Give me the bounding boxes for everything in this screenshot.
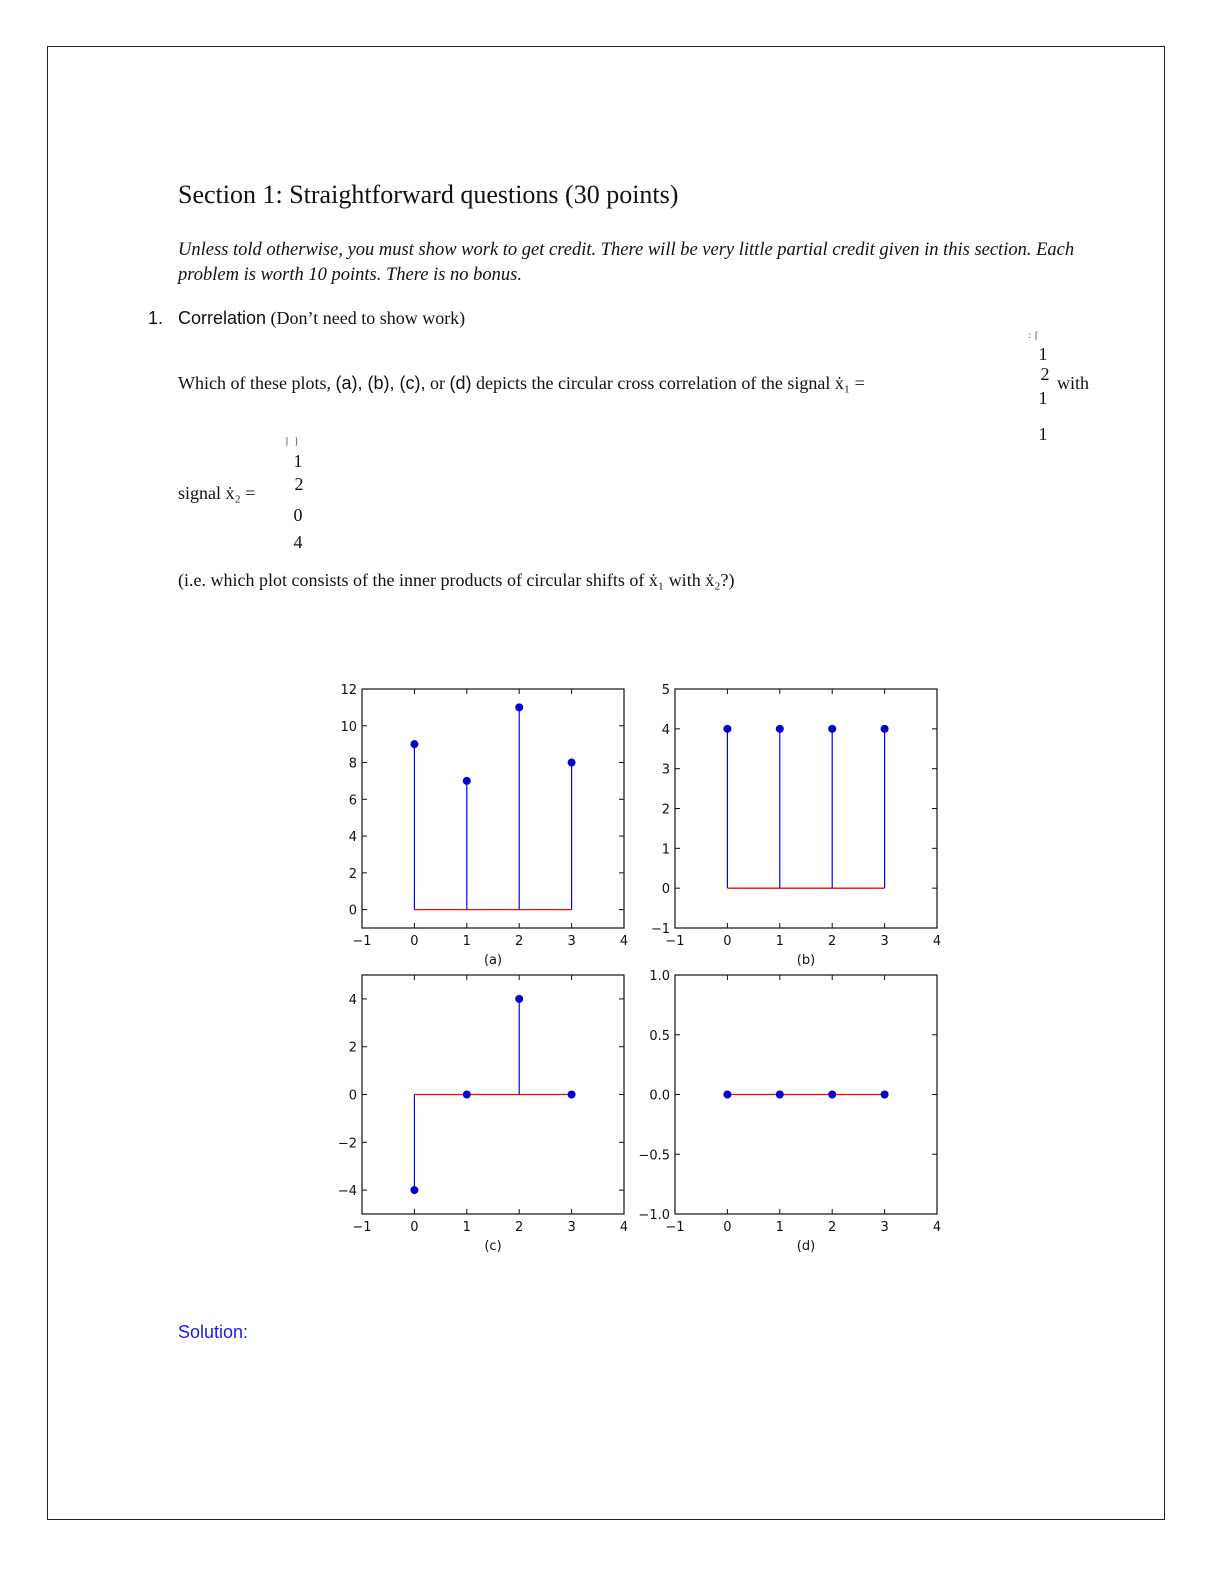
x-tick-label: 2 [828,934,837,949]
subplot-d [638,969,941,1254]
stem-marker [723,1091,731,1099]
stem-marker [881,725,889,733]
options-text: (a), (b), (c), [335,373,426,393]
y-tick-label: 0 [348,1088,357,1104]
y-tick-label: 1 [661,842,670,858]
signal-1-entry: 1 [1038,424,1048,444]
y-tick-label: 3 [661,762,670,778]
y-tick-label: −1.0 [638,1208,670,1223]
y-tick-label: 12 [340,683,357,698]
equals-sign: = [240,483,256,503]
x-tick-label: 3 [567,1220,576,1235]
x-tick-label: 1 [462,1220,471,1235]
option-d-text: (d) [449,373,472,393]
stem-marker [776,725,784,733]
question-text-prefix: Which of these plots, [178,373,336,393]
signal-1-symbol: ẋ₁ [648,570,665,590]
signal-2-entry: 2 [294,474,304,494]
question-text-rest: depicts the circular cross correlation of the signal [471,373,835,393]
subplot-label: (d) [796,1239,816,1254]
x-tick-label: −1 [352,1220,372,1235]
y-tick-label: 6 [348,793,357,809]
subplot-b [651,683,941,968]
with-text: with [1057,373,1090,393]
stem-marker [723,725,731,733]
stem-marker [568,759,576,767]
x-tick-label: 2 [515,1220,524,1235]
signal-2-symbol: ẋ₂ [225,483,241,503]
x-tick-label: 1 [775,1220,784,1235]
y-tick-label: 2 [348,1040,357,1056]
stem-plots-figure [320,670,960,1270]
question-title [178,308,465,329]
x-tick-label: 1 [462,934,471,949]
signal-1-entry: 2 [1040,364,1050,384]
y-tick-label: −4 [337,1184,357,1200]
y-tick-label: 4 [348,992,357,1008]
question-label: Correlation [178,308,267,328]
x-tick-label: −1 [665,934,685,949]
signal-2-label [178,483,255,504]
subplot-a [340,683,628,968]
question-title-rest: (Don’t need to show work) [266,308,466,328]
subtext-end: ?) [720,570,735,590]
signal-2-entry: 0 [293,505,303,525]
x-tick-label: −1 [665,1220,685,1235]
stem-marker [463,777,471,785]
subplot-label: (a) [483,953,503,968]
subplot-label: (c) [484,1239,502,1254]
axes-frame [675,689,937,928]
or-text: or [425,373,450,393]
vector-bracket-glyph: : [ [1028,330,1038,340]
x-tick-label: −1 [352,934,372,949]
x-tick-label: 0 [723,1220,732,1235]
x-tick-label: 0 [723,934,732,949]
subplot-label: (b) [796,953,816,968]
y-tick-label: 4 [661,722,670,738]
question-text [178,373,865,394]
y-tick-label: 4 [348,830,357,846]
x-tick-label: 1 [775,934,784,949]
x-tick-label: 0 [410,1220,419,1235]
y-tick-label: 0.5 [649,1028,670,1044]
x-tick-label: 2 [515,934,524,949]
y-tick-label: 2 [348,866,357,882]
x-tick-label: 3 [880,1220,889,1235]
x-tick-label: 3 [567,934,576,949]
x-tick-label: 4 [619,1220,629,1235]
stem-marker [881,1091,889,1099]
y-tick-label: −1 [650,922,670,937]
y-tick-label: −0.5 [638,1148,670,1164]
signal-2-symbol: ẋ₂ [705,570,721,590]
y-tick-label: 1.0 [649,969,670,984]
stem-marker [828,725,836,733]
instructions: Unless told otherwise, you must show work to get credit. There will be very little partial credit given in this section. Each problem is worth 10 points. There is no bonus. [178,240,1075,285]
y-tick-label: 8 [348,756,357,772]
section-title: Section 1: Straightforward questions (30 points) [178,180,679,209]
equals-sign: = [850,373,865,393]
stem-marker [828,1091,836,1099]
signal-1-symbol: ẋ₁ [834,373,851,393]
solution-label: Solution: [178,1322,249,1342]
x-tick-label: 0 [410,934,419,949]
subtext-with: with [664,570,706,590]
y-tick-label: 0 [661,882,670,898]
x-tick-label: 3 [880,934,889,949]
y-tick-label: 5 [661,683,670,698]
axes-frame [362,689,624,928]
y-tick-label: 2 [661,802,670,818]
subtext-a: (i.e. which plot consists of the inner products of circular shifts of [178,570,649,590]
x-tick-label: 4 [932,934,942,949]
y-tick-label: 0.0 [649,1088,670,1104]
stem-marker [568,1091,576,1099]
y-tick-label: 0 [348,903,357,919]
x-tick-label: 4 [619,934,629,949]
y-tick-label: 10 [340,719,357,735]
signal-2-entry: 4 [293,532,303,552]
signal-1-entry: 1 [1038,344,1048,364]
stem-marker [410,740,418,748]
stem-marker [515,995,523,1003]
stem-marker [463,1091,471,1099]
question-number: 1. [148,308,164,328]
vector-bracket-glyph: ] ] [285,436,298,446]
stem-marker [410,1186,418,1194]
y-tick-label: −2 [337,1136,357,1152]
stem-marker [515,703,523,711]
x-tick-label: 4 [932,1220,942,1235]
stem-marker [776,1091,784,1099]
subplot-c [338,975,628,1254]
signal-1-entry: 1 [1038,388,1048,408]
x-tick-label: 2 [828,1220,837,1235]
signal-2-entry: 1 [293,451,303,471]
question-subtext [178,570,734,591]
signal-2-prefix: signal [178,483,226,503]
